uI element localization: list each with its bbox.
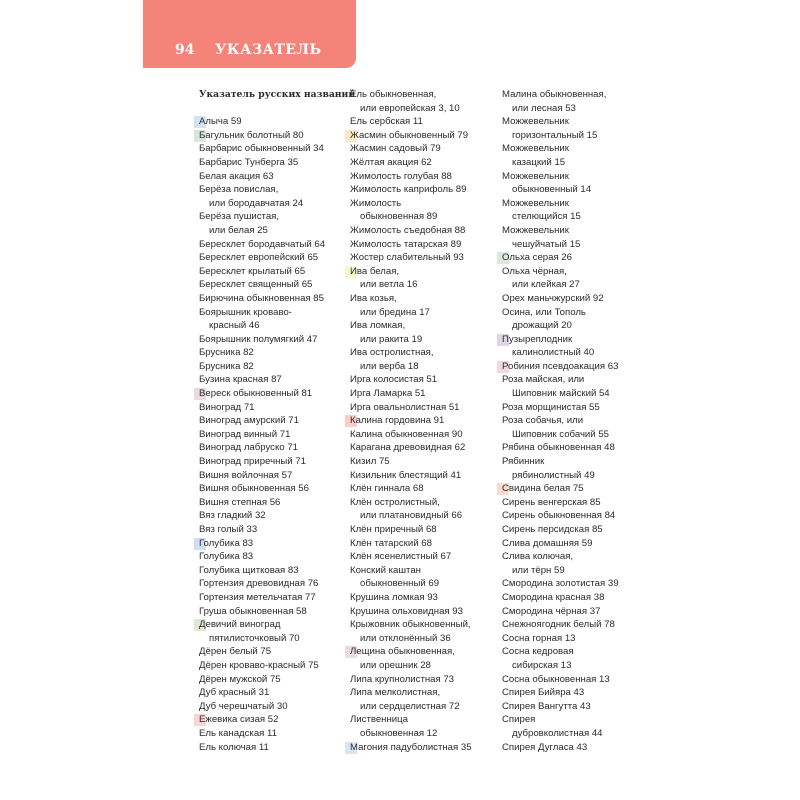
index-entry-text: Клён гиннала 68	[350, 483, 424, 495]
index-entry	[502, 605, 652, 619]
index-entry-text: Пузыреплодник	[502, 333, 573, 345]
index-entry	[350, 482, 500, 496]
chapter-title: УКАЗАТЕЛЬ	[215, 42, 322, 58]
index-entry-text: Кизил 75	[350, 456, 390, 468]
index-entry-continuation: или бородавчатая 24	[209, 197, 304, 209]
index-entry-text: Лещина обыкновенная,	[350, 646, 455, 658]
page-number: 94	[175, 42, 195, 58]
index-entry	[199, 523, 349, 537]
index-entry-text: Калина обыкновенная 90	[350, 428, 463, 440]
index-entry	[199, 265, 349, 279]
index-entry	[350, 673, 500, 687]
index-entry-text: Крыжовник обыкновенный,	[350, 619, 471, 631]
index-entry-continuation: или тёрн 59	[512, 564, 565, 576]
index-entry	[199, 455, 349, 469]
index-entry-continuation: или отклонённый 36	[360, 632, 451, 644]
index-entry-text: Белая акация 63	[199, 170, 274, 182]
index-entry-continuation: или ветла 16	[360, 279, 418, 291]
index-entry-text: Жимолость съедобная 88	[350, 224, 466, 236]
index-entry-text: Девичий виноград	[199, 619, 281, 631]
index-entry	[199, 333, 349, 347]
index-entry	[502, 577, 652, 591]
index-entry	[199, 550, 349, 564]
index-entry-text: Бузина красная 87	[199, 374, 282, 386]
index-entry-text: Карагана древовидная 62	[350, 442, 466, 454]
index-entry-text: Жимолость голубая 88	[350, 170, 452, 182]
index-entry-text: Спирея Дугласа 43	[502, 741, 588, 753]
index-entry-text: Можжевельник	[502, 224, 569, 236]
index-entry-continuation: пятилисточковый 70	[209, 632, 300, 644]
index-entry-text: Жостер слабительный 93	[350, 252, 464, 264]
index-entry-text: Сосна обыкновенная 13	[502, 673, 610, 685]
index-entry	[350, 550, 500, 564]
index-entry-text: Ель канадская 11	[199, 727, 277, 739]
index-entry	[502, 645, 652, 672]
index-entry-continuation: или ракита 19	[360, 333, 423, 345]
index-entry-text: Клён приречный 68	[350, 524, 437, 535]
index-entry-text: Спирея Вангутта 43	[502, 700, 591, 712]
index-entry-continuation: красный 46	[209, 320, 260, 332]
index-entry-text: Ель сербская 11	[350, 116, 423, 128]
index-entry-text: Боярышник кроваво-	[199, 306, 292, 318]
index-entry-text: Спирея Бийяра 43	[502, 687, 585, 699]
index-entry	[199, 564, 349, 578]
index-entry-text: Жимолость	[350, 197, 402, 209]
index-entry-continuation: обыкновенный 69	[360, 578, 440, 590]
index-entry	[350, 115, 500, 129]
index-entry	[502, 197, 652, 224]
index-entry-text: Вишня степная 56	[199, 496, 281, 508]
index-entry	[199, 469, 349, 483]
index-entry-text: Барбарис Тунберга 35	[199, 156, 299, 168]
index-entry-text: Вишня войлочная 57	[199, 469, 293, 481]
index-entry-text: Брусника 82	[199, 360, 254, 372]
index-entry-text: Крушина ольховидная 93	[350, 605, 463, 617]
index-entry	[350, 142, 500, 156]
index-entry-text: Жасмин обыкновенный 79	[350, 129, 469, 141]
index-entry-text: Сосна горная 13	[502, 632, 576, 644]
index-entry-text: Малина обыкновенная,	[502, 89, 607, 100]
index-entry	[502, 401, 652, 415]
index-entry	[502, 115, 652, 142]
index-entry	[199, 346, 349, 360]
index-column-1	[199, 88, 356, 754]
index-entry	[199, 129, 349, 143]
index-entry	[199, 210, 349, 237]
index-entry-continuation: обыкновенная 12	[360, 727, 438, 739]
index-entry-text: Ива белая,	[350, 265, 400, 277]
index-entry	[350, 591, 500, 605]
index-entry	[502, 224, 652, 251]
index-entry-continuation: или лесная 53	[512, 102, 576, 114]
index-entry	[350, 455, 500, 469]
index-entry-continuation: обыкновенная 89	[360, 211, 438, 223]
index-entry	[350, 156, 500, 170]
index-entry-text: Голубика 83	[199, 551, 254, 563]
index-entry-text: Спирея	[502, 714, 536, 726]
index-entry-text: Ива козья,	[350, 292, 397, 304]
index-entry-text: Можжевельник	[502, 197, 569, 209]
index-entry-text: Ольха серая 26	[502, 252, 572, 264]
index-heading: Указатель русских названий	[199, 89, 356, 100]
index-entry-continuation: или бредина 17	[360, 306, 430, 318]
index-entry	[199, 414, 349, 428]
index-entry-text: Ольха чёрная,	[502, 265, 567, 277]
index-entry	[502, 713, 652, 740]
index-entry	[350, 469, 500, 483]
index-entry	[199, 496, 349, 510]
index-entry	[199, 686, 349, 700]
index-entry-continuation: обыкновенный 14	[512, 184, 592, 196]
index-entry	[502, 482, 652, 496]
index-entry-text: Калина гордовина 91	[350, 415, 445, 427]
index-entry-text: Липа крупнолистная 73	[350, 673, 455, 685]
index-entry	[350, 265, 500, 292]
index-entry	[199, 509, 349, 523]
index-entry	[350, 183, 500, 197]
index-entry-list	[502, 88, 652, 754]
index-entry-text: Слива домашняя 59	[502, 537, 593, 549]
index-entry-text: Дуб черешчатый 30	[199, 700, 288, 712]
index-entry-text: Дёрен мужской 75	[199, 673, 281, 685]
index-entry-text: Конский каштан	[350, 564, 421, 576]
index-entry	[199, 713, 349, 727]
index-entry	[199, 373, 349, 387]
index-entry	[350, 605, 500, 619]
index-entry-text: Вяз голый 33	[199, 524, 258, 535]
index-entry	[199, 645, 349, 659]
index-entry	[199, 401, 349, 415]
index-entry-text: Крушина ломкая 93	[350, 591, 438, 603]
index-entry-text: Роза морщинистая 55	[502, 401, 600, 413]
index-entry	[199, 292, 349, 306]
index-entry-text: Снежноягодник белый 78	[502, 619, 615, 631]
index-entry	[350, 401, 500, 415]
index-entry-text: Смородина золотистая 39	[502, 578, 619, 590]
index-entry	[502, 509, 652, 523]
index-entry-text: Виноград приречный 71	[199, 456, 306, 468]
index-entry-continuation: или клейкая 27	[512, 279, 580, 291]
index-entry	[502, 333, 652, 360]
index-entry-text: Ель колючая 11	[199, 741, 269, 753]
index-entry-text: Липа мелколистная,	[350, 687, 441, 699]
index-entry	[350, 251, 500, 265]
index-entry-text: Дёрен белый 75	[199, 646, 272, 658]
index-entry-continuation: рябинолистный 49	[512, 469, 595, 481]
index-entry-text: Кизильник блестящий 41	[350, 469, 462, 481]
index-entry-text: Ива остролистная,	[350, 347, 434, 359]
index-entry-text: Бересклет европейский 65	[199, 252, 319, 264]
index-entry	[502, 496, 652, 510]
index-entry-text: Брусника 82	[199, 347, 254, 359]
index-entry-continuation: сибирская 13	[512, 659, 572, 671]
index-entry-text: Вяз гладкий 32	[199, 510, 266, 522]
index-entry	[502, 741, 652, 755]
index-entry-text: Бересклет священный 65	[199, 279, 313, 291]
index-entry	[350, 564, 500, 591]
index-entry	[502, 673, 652, 687]
index-entry-text: Можжевельник	[502, 170, 569, 182]
index-entry-text: Осина, или Тополь	[502, 306, 586, 318]
index-entry-continuation: дубровколистная 44	[512, 727, 603, 739]
index-entry-continuation: дрожащий 20	[512, 320, 572, 332]
index-entry	[199, 605, 349, 619]
index-entry	[199, 306, 349, 333]
index-column-2	[350, 88, 500, 754]
index-entry-text: Дуб красный 31	[199, 687, 270, 699]
index-entry	[502, 632, 652, 646]
chapter-header-banner	[143, 0, 356, 68]
index-entry-text: Сосна кедровая	[502, 646, 574, 658]
index-entry-text: Виноград лабруско 71	[199, 442, 298, 454]
index-entry-continuation: или белая 25	[209, 224, 268, 236]
index-entry	[502, 686, 652, 700]
index-entry-continuation: или платановидный 66	[360, 510, 463, 522]
index-entry	[199, 251, 349, 265]
index-entry-text: Слива колючая,	[502, 551, 574, 563]
index-entry-text: Смородина красная 38	[502, 591, 605, 603]
index-entry	[199, 115, 349, 129]
index-entry	[199, 537, 349, 551]
index-entry-text: Берёза повислая,	[199, 184, 279, 196]
index-entry-continuation: или сердцелистная 72	[360, 700, 460, 712]
index-entry	[350, 170, 500, 184]
index-entry	[350, 428, 500, 442]
index-entry	[502, 618, 652, 632]
index-entry	[199, 183, 349, 210]
index-entry	[199, 360, 349, 374]
index-entry-text: Ирга овальнолистная 51	[350, 401, 460, 413]
index-entry-continuation: или орешник 28	[360, 659, 431, 671]
index-entry-text: Виноград амурский 71	[199, 415, 299, 427]
index-entry	[199, 278, 349, 292]
index-entry	[350, 129, 500, 143]
index-entry-text: Жасмин садовый 79	[350, 143, 441, 155]
index-entry-text: Сирень венгерская 85	[502, 496, 601, 508]
index-entry-text: Клён остролистный,	[350, 496, 440, 508]
index-entry	[502, 306, 652, 333]
index-entry-text: Смородина чёрная 37	[502, 605, 601, 617]
index-entry	[350, 686, 500, 713]
index-entry	[199, 577, 349, 591]
index-entry-text: Бирючина обыкновенная 85	[199, 292, 324, 304]
index-entry	[350, 414, 500, 428]
index-entry	[199, 428, 349, 442]
index-entry	[350, 346, 500, 373]
index-entry-text: Ива ломкая,	[350, 320, 406, 332]
index-entry-text: Алыча 59	[199, 116, 242, 128]
index-entry-text: Лиственница	[350, 714, 408, 726]
index-entry-text: Жимолость каприфоль 89	[350, 184, 467, 196]
index-entry-text: Голубика щитковая 83	[199, 564, 299, 576]
index-entry-text: Робиния псевдоакация 63	[502, 360, 619, 372]
index-entry-text: Свидина белая 75	[502, 483, 584, 495]
index-entry	[502, 170, 652, 197]
index-entry	[350, 441, 500, 455]
index-entry	[199, 482, 349, 496]
index-entry	[199, 170, 349, 184]
index-entry-text: Магония падуболистная 35	[350, 741, 472, 753]
index-entry	[199, 659, 349, 673]
index-entry-text: Ежевика сизая 52	[199, 714, 279, 726]
index-entry	[350, 292, 500, 319]
index-entry-text: Ель обыкновенная,	[350, 89, 437, 100]
index-entry-text: Роза собачья, или	[502, 415, 584, 427]
index-entry	[199, 441, 349, 455]
index-entry	[350, 618, 500, 645]
index-entry	[199, 741, 349, 755]
index-entry-text: Бересклет бородавчатый 64	[199, 238, 326, 250]
index-entry	[350, 373, 500, 387]
index-entry	[199, 156, 349, 170]
index-column-3	[502, 88, 652, 754]
index-entry	[502, 251, 652, 265]
index-entry-text: Виноград винный 71	[199, 428, 291, 440]
index-entry-text: Вишня обыкновенная 56	[199, 483, 309, 495]
index-entry	[502, 88, 652, 115]
index-entry	[350, 197, 500, 224]
index-entry	[502, 550, 652, 577]
index-entry-continuation: калинолистный 40	[512, 347, 595, 359]
index-entry	[502, 591, 652, 605]
index-entry	[199, 727, 349, 741]
index-entry-text: Роза майская, или	[502, 374, 585, 386]
index-entry-continuation: стелющийся 15	[512, 211, 581, 223]
index-entry	[350, 88, 500, 115]
index-entry-continuation: Шиповник собачий 55	[512, 428, 609, 440]
index-entry-text: Сирень обыкновенная 84	[502, 510, 616, 522]
index-entry	[199, 700, 349, 714]
index-entry	[350, 713, 500, 740]
index-entry-text: Багульник болотный 80	[199, 129, 304, 141]
index-entry	[502, 441, 652, 455]
index-entry	[502, 414, 652, 441]
index-entry	[502, 700, 652, 714]
index-entry-continuation: казацкий 15	[512, 156, 566, 168]
index-entry-continuation: горизонтальный 15	[512, 129, 598, 141]
index-entry	[199, 238, 349, 252]
index-entry-continuation: или верба 18	[360, 360, 419, 372]
index-entry	[350, 741, 500, 755]
index-entry-text: Ирга Ламарка 51	[350, 388, 426, 400]
index-entry-text: Клён татарский 68	[350, 537, 432, 549]
index-entry	[199, 673, 349, 687]
index-entry-text: Можжевельник	[502, 116, 569, 128]
index-entry-continuation: или европейская 3, 10	[360, 102, 460, 114]
index-entry-continuation: Шиповник майский 54	[512, 388, 610, 400]
index-entry	[350, 537, 500, 551]
index-entry-text: Боярышник полумягкий 47	[199, 333, 318, 345]
index-entry-text: Вереск обыкновенный 81	[199, 388, 313, 400]
index-entry	[350, 523, 500, 537]
index-entry-list	[199, 115, 349, 754]
index-entry	[350, 238, 500, 252]
index-entry-text: Жимолость татарская 89	[350, 238, 462, 250]
index-entry-text: Бересклет крылатый 65	[199, 265, 306, 277]
index-entry-text: Виноград 71	[199, 401, 255, 413]
index-entry-text: Можжевельник	[502, 143, 569, 155]
index-entry	[350, 387, 500, 401]
index-entry-text: Дёрен кроваво-красный 75	[199, 659, 319, 671]
index-entry	[199, 387, 349, 401]
index-entry-text: Ирга колосистая 51	[350, 374, 438, 386]
index-entry-text: Орех маньчжурский 92	[502, 292, 604, 304]
index-entry	[350, 319, 500, 346]
index-entry	[199, 618, 349, 645]
index-entry	[350, 645, 500, 672]
index-entry	[350, 224, 500, 238]
index-entry	[199, 142, 349, 156]
index-entry	[502, 265, 652, 292]
index-entry-list	[350, 88, 500, 754]
index-entry	[199, 591, 349, 605]
index-entry	[502, 292, 652, 306]
index-entry-text: Груша обыкновенная 58	[199, 605, 307, 617]
index-entry-text: Жёлтая акация 62	[350, 156, 432, 168]
index-entry-text: Гортензия древовидная 76	[199, 578, 319, 590]
index-entry	[350, 496, 500, 523]
index-entry-text: Рябина обыкновенная 48	[502, 442, 615, 454]
index-entry-text: Клён ясенелистный 67	[350, 551, 452, 563]
index-entry-text: Берёза пушистая,	[199, 211, 280, 223]
index-entry-text: Голубика 83	[199, 537, 254, 549]
index-entry	[502, 523, 652, 537]
index-entry	[502, 455, 652, 482]
index-entry-text: Рябинник	[502, 456, 545, 468]
index-entry-continuation: чешуйчатый 15	[512, 238, 581, 250]
index-entry	[502, 373, 652, 400]
index-entry	[502, 142, 652, 169]
index-entry-text: Сирень персидская 85	[502, 524, 603, 535]
index-entry	[502, 537, 652, 551]
index-entry-text: Барбарис обыкновенный 34	[199, 143, 324, 155]
index-entry	[502, 360, 652, 374]
index-entry-text: Гортензия метельчатая 77	[199, 591, 316, 603]
